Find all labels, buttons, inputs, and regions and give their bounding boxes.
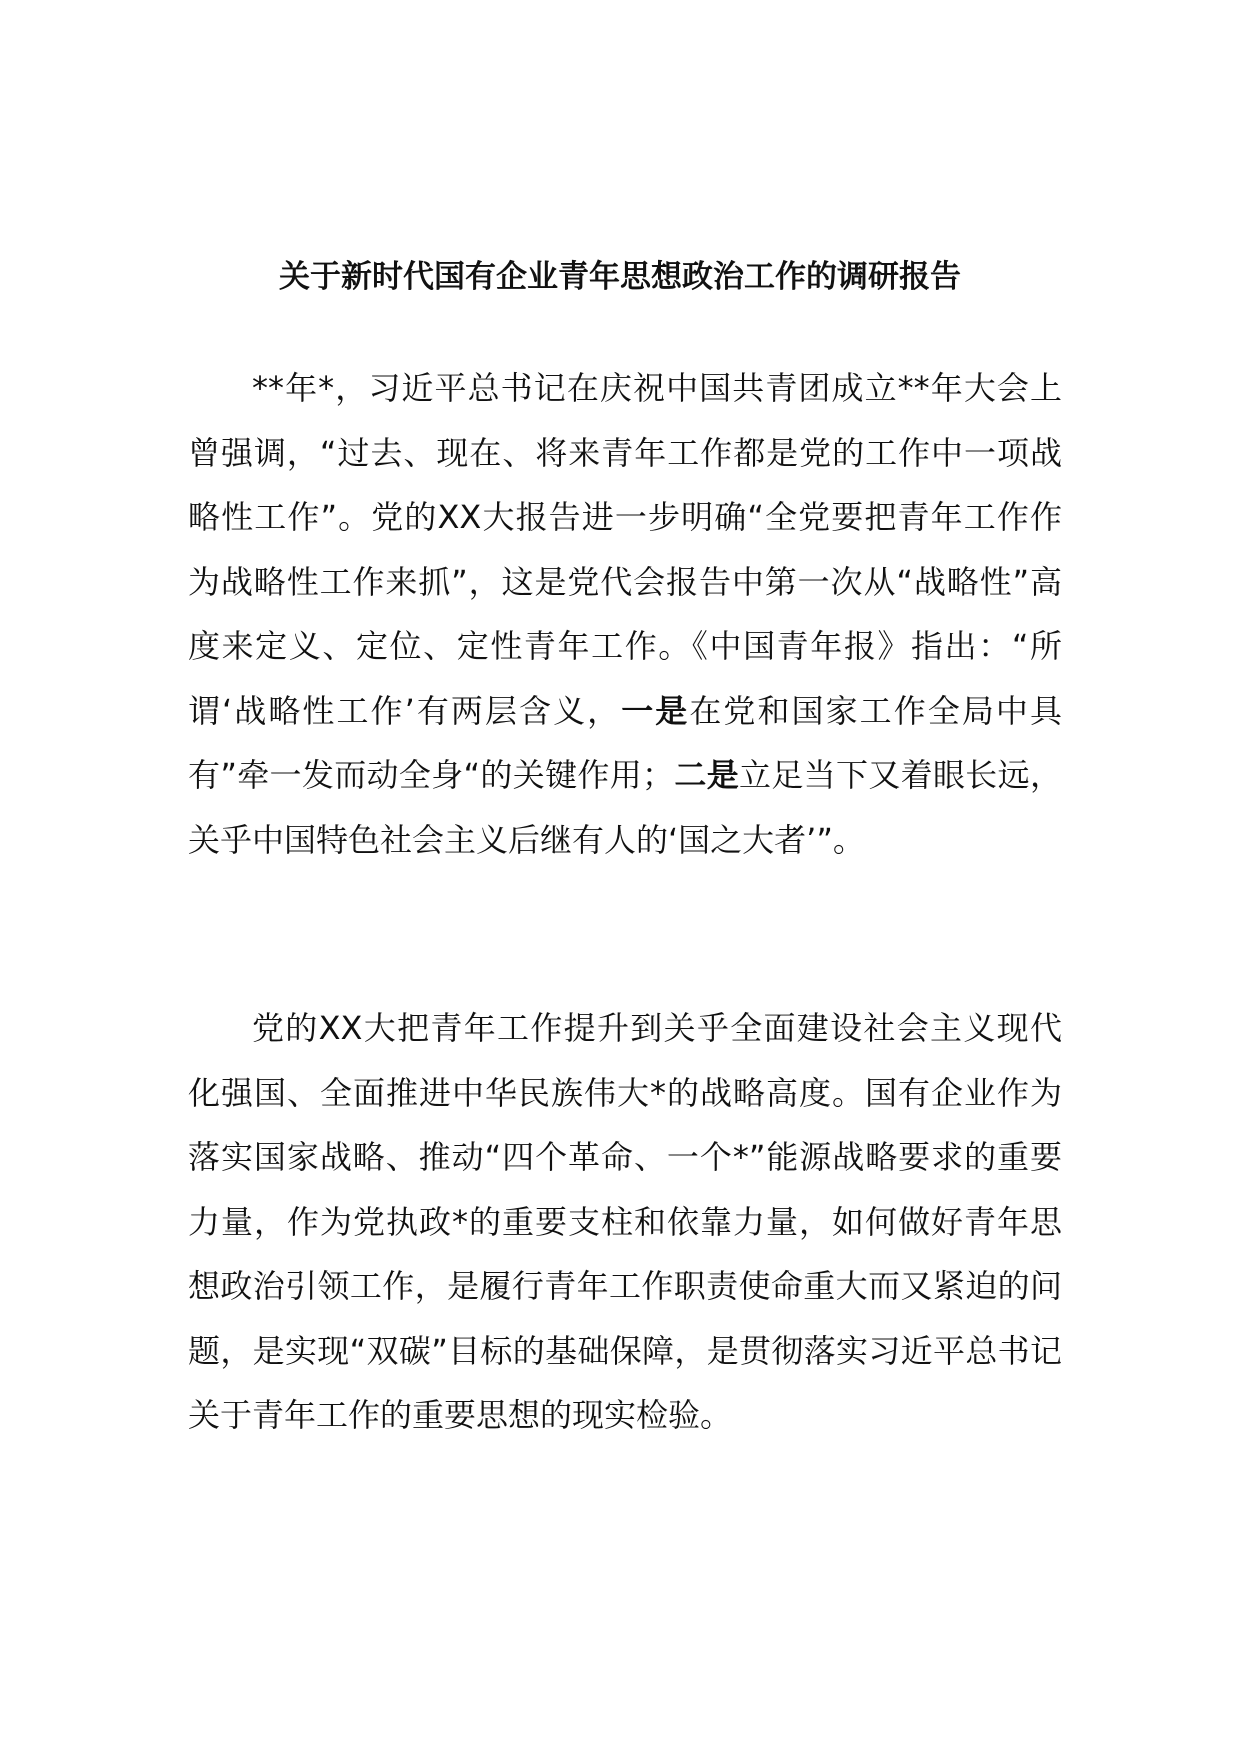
paragraph-1-text-b: 在党和国家工作全局中具有”牵一发而动全身“的关键作用； xyxy=(188,691,1062,794)
paragraph-1-text-a: **年*，习近平总书记在庆祝中国共青团成立**年大会上曾强调，“过去、现在、将来青年工作都是党的工作中一项战略性工作”。党的XX大报告进一步明确“全党要把青年工作作为战略性工作来抓”，这是党代会报告中第一次从“战略性”高度来定义、定位、定性青年工作。《中国青年报》指出：“所谓‘战略性工作’有两层含义， xyxy=(188,369,1062,730)
document-title: 关于新时代国有企业青年思想政治工作的调研报告 xyxy=(279,259,961,295)
paragraph-2: 党的XX大把青年工作提升到关乎全面建设社会主义现代化强国、全面推进中华民族伟大*的战略高度。国有企业作为落实国家战略、推动“四个革命、一个*”能源战略要求的重要力量，作为党执政*的重要支柱和依靠力量，如何做好青年思想政治引领工作，是履行青年工作职责使命重大而又紧迫的问题，是实现“双碳”目标的基础保障，是贯彻落实习近平总书记关于青年工作的重要思想的现实检验。 xyxy=(188,1009,1062,1434)
paragraph-1-emphasis-first: 一是 xyxy=(621,691,690,730)
paragraph-1 xyxy=(188,356,1062,872)
paragraph-1-emphasis-second: 二是 xyxy=(674,756,740,794)
paragraph-1-text-c: 立足当下又着眼长远，关乎中国特色社会主义后继有人的‘国之大者’”。 xyxy=(188,756,1062,859)
